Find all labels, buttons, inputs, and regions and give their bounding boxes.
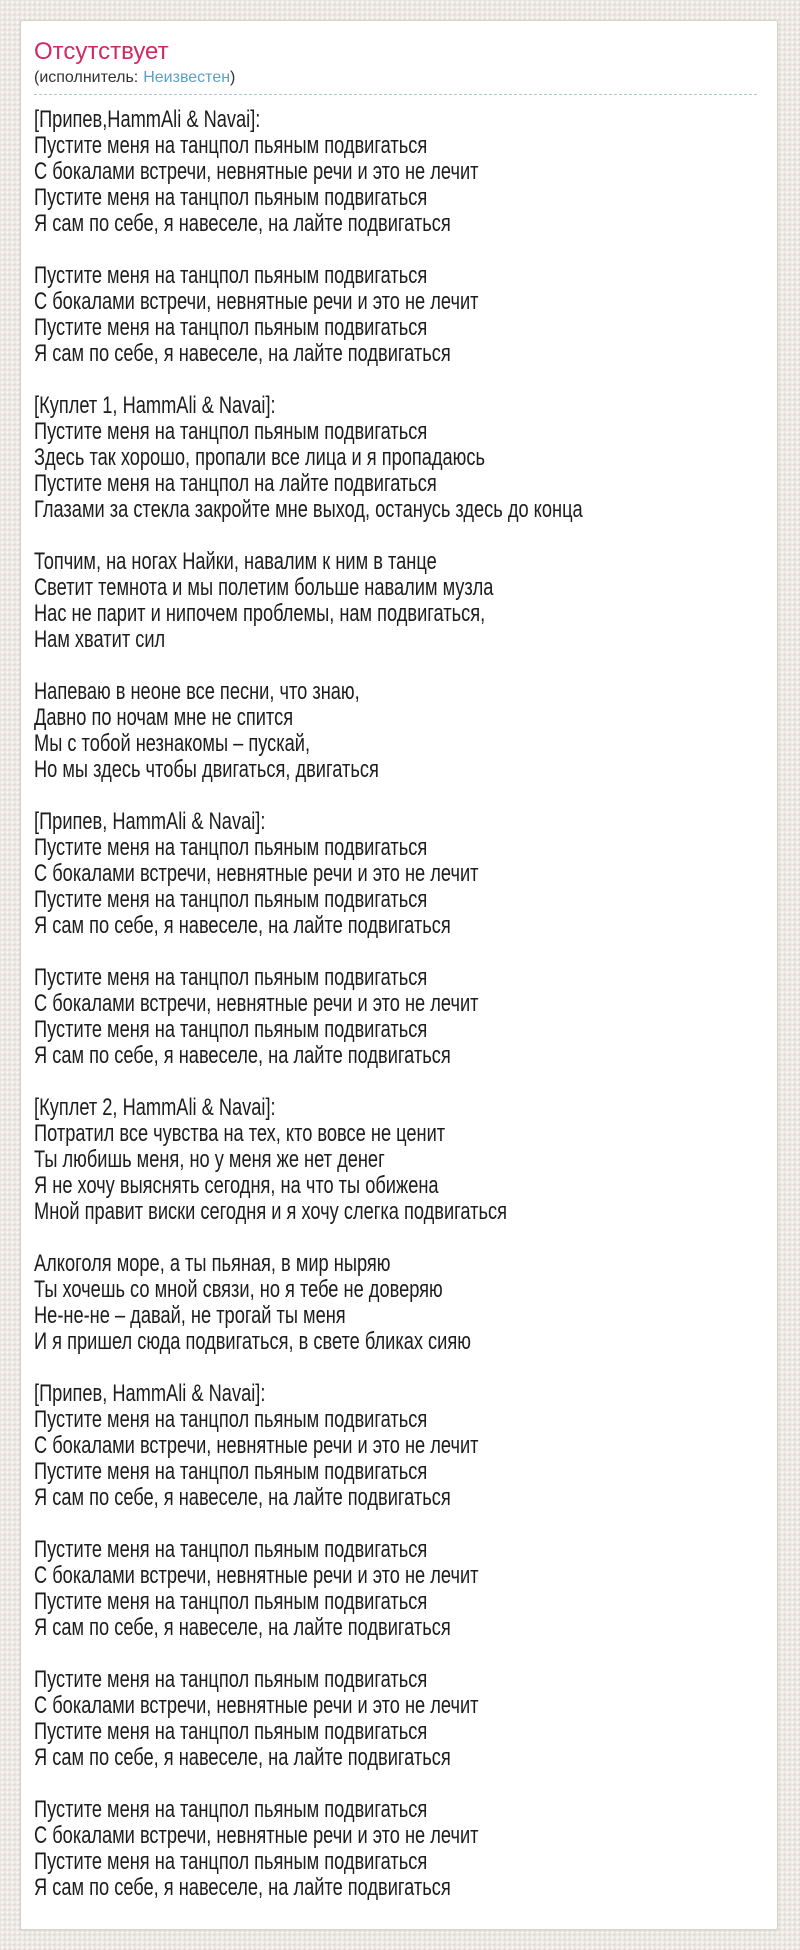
lyric-line	[34, 1329, 757, 1355]
lyric-line	[34, 497, 757, 523]
lyric-line	[34, 211, 757, 237]
lyric-line-text: Пустите меня на танцпол пьяным подвигаться	[34, 886, 428, 913]
lyric-line-text: Но мы здесь чтобы двигаться, двигаться	[34, 756, 379, 783]
song-title: Отсутствует	[34, 38, 169, 65]
lyric-line-text: Пустите меня на танцпол пьяным подвигаться	[34, 184, 428, 211]
lyric-line-text: Я сам по себе, я навеселе, на лайте подвигаться	[34, 340, 451, 367]
lyric-line	[34, 1433, 757, 1459]
lyric-line-text: Ты любишь меня, но у меня же нет денег	[34, 1146, 385, 1173]
lyrics-card	[20, 20, 778, 1930]
lyric-line	[34, 1095, 757, 1121]
lyric-line	[34, 679, 757, 705]
artist-line	[34, 67, 757, 95]
lyric-line-text: Я не хочу выяснять сегодня, на что ты обижена	[34, 1172, 439, 1199]
lyrics-stanza	[34, 1251, 757, 1355]
lyric-line	[34, 1017, 757, 1043]
lyric-line-text: Пустите меня на танцпол пьяным подвигаться	[34, 1848, 428, 1875]
lyrics-text	[34, 107, 757, 1901]
lyric-line	[34, 1693, 757, 1719]
lyric-line-text: Топчим, на ногах Найки, навалим к ним в танце	[34, 548, 437, 575]
lyric-line-text: Я сам по себе, я навеселе, на лайте подвигаться	[34, 1042, 451, 1069]
lyric-line	[34, 1251, 757, 1277]
lyric-line-text: С бокалами встречи, невнятные речи и это не лечит	[34, 1432, 479, 1459]
lyric-line-text: Я сам по себе, я навеселе, на лайте подвигаться	[34, 1744, 451, 1771]
lyric-line-text: Я сам по себе, я навеселе, на лайте подвигаться	[34, 1614, 451, 1641]
lyric-line-text: Ты хочешь со мной связи, но я тебе не доверяю	[34, 1276, 443, 1303]
lyric-line	[34, 861, 757, 887]
lyrics-stanza	[34, 549, 757, 653]
lyric-line	[34, 1459, 757, 1485]
lyric-line	[34, 991, 757, 1017]
lyric-line-text: Я сам по себе, я навеселе, на лайте подвигаться	[34, 912, 451, 939]
lyric-line	[34, 107, 757, 133]
lyric-line-text: Алкоголя море, а ты пьяная, в мир ныряю	[34, 1250, 391, 1277]
lyrics-stanza	[34, 263, 757, 367]
lyric-line	[34, 835, 757, 861]
lyric-line-text: Пустите меня на танцпол пьяным подвигаться	[34, 1796, 428, 1823]
lyrics-stanza	[34, 1537, 757, 1641]
lyric-line-text: Мы с тобой незнакомы – пускай,	[34, 730, 311, 757]
lyric-line	[34, 419, 757, 445]
lyric-line	[34, 1121, 757, 1147]
lyric-line-text: Пустите меня на танцпол пьяным подвигаться	[34, 1718, 428, 1745]
lyric-line	[34, 757, 757, 783]
lyric-line	[34, 185, 757, 211]
lyric-line	[34, 1407, 757, 1433]
lyric-line	[34, 445, 757, 471]
lyric-line-text: Я сам по себе, я навеселе, на лайте подвигаться	[34, 210, 451, 237]
lyric-line	[34, 1199, 757, 1225]
lyric-line-text: Пустите меня на танцпол пьяным подвигаться	[34, 834, 428, 861]
lyric-line	[34, 575, 757, 601]
lyric-line-text: Я сам по себе, я навеселе, на лайте подвигаться	[34, 1874, 451, 1901]
lyric-line-text: Нас не парит и нипочем проблемы, нам подвигаться,	[34, 600, 486, 627]
lyric-line-text: Пустите меня на танцпол пьяным подвигаться	[34, 1406, 428, 1433]
lyric-line	[34, 1277, 757, 1303]
lyric-line	[34, 133, 757, 159]
lyrics-stanza	[34, 679, 757, 783]
lyric-line	[34, 1615, 757, 1641]
lyrics-stanza	[34, 809, 757, 939]
lyric-line	[34, 289, 757, 315]
lyric-line-text: Напеваю в неоне все песни, что знаю,	[34, 678, 360, 705]
lyric-line	[34, 263, 757, 289]
lyric-line	[34, 887, 757, 913]
lyric-line	[34, 341, 757, 367]
lyric-line	[34, 1043, 757, 1069]
lyric-line	[34, 1485, 757, 1511]
lyric-line-text: Пустите меня на танцпол пьяным подвигаться	[34, 964, 428, 991]
lyric-line-text: [Припев, HammAli & Navai]:	[34, 1380, 266, 1407]
lyric-line-text: [Куплет 2, HammAli & Navai]:	[34, 1094, 276, 1121]
lyric-line	[34, 393, 757, 419]
lyrics-stanza	[34, 1095, 757, 1225]
lyric-line	[34, 549, 757, 575]
artist-link[interactable]: Неизвестен	[143, 69, 231, 86]
lyric-line-text: Я сам по себе, я навеселе, на лайте подвигаться	[34, 1484, 451, 1511]
lyric-line-text: [Припев, HammAli & Navai]:	[34, 808, 266, 835]
lyric-line-text: И я пришел сюда подвигаться, в свете бликах сияю	[34, 1328, 471, 1355]
lyric-line-text: Потратил все чувства на тех, кто вовсе не ценит	[34, 1120, 446, 1147]
lyric-line-text: С бокалами встречи, невнятные речи и это не лечит	[34, 1692, 479, 1719]
lyric-line	[34, 1823, 757, 1849]
lyric-line	[34, 1797, 757, 1823]
lyrics-stanza	[34, 1381, 757, 1511]
lyric-line-text: Глазами за стекла закройте мне выход, останусь здесь до конца	[34, 496, 583, 523]
lyric-line-text: Пустите меня на танцпол пьяным подвигаться	[34, 1536, 428, 1563]
lyric-line-text: Пустите меня на танцпол пьяным подвигаться	[34, 1588, 428, 1615]
lyric-line-text: Пустите меня на танцпол пьяным подвигаться	[34, 418, 428, 445]
lyric-line-text: Светит темнота и мы полетим больше навалим музла	[34, 574, 494, 601]
lyrics-stanza	[34, 1797, 757, 1901]
lyric-line-text: Давно по ночам мне не спится	[34, 704, 294, 731]
lyric-line	[34, 627, 757, 653]
lyric-line	[34, 1173, 757, 1199]
lyric-line-text: [Припев,HammAli & Navai]:	[34, 106, 261, 133]
artist-label: (исполнитель:	[34, 69, 139, 86]
lyric-line-text: С бокалами встречи, невнятные речи и это не лечит	[34, 1562, 479, 1589]
lyric-line	[34, 1849, 757, 1875]
lyric-line-text: С бокалами встречи, невнятные речи и это не лечит	[34, 990, 479, 1017]
lyric-line	[34, 1745, 757, 1771]
lyric-line	[34, 1537, 757, 1563]
lyrics-stanza	[34, 1667, 757, 1771]
lyric-line	[34, 1303, 757, 1329]
lyric-line-text: Пустите меня на танцпол пьяным подвигаться	[34, 314, 428, 341]
lyric-line-text: Мной правит виски сегодня и я хочу слегка подвигаться	[34, 1198, 507, 1225]
lyric-line-text: [Куплет 1, HammAli & Navai]:	[34, 392, 276, 419]
lyric-line	[34, 1381, 757, 1407]
lyric-line-text: С бокалами встречи, невнятные речи и это не лечит	[34, 1822, 479, 1849]
lyric-line-text: Пустите меня на танцпол пьяным подвигаться	[34, 132, 428, 159]
artist-suffix: )	[230, 69, 236, 86]
lyric-line	[34, 965, 757, 991]
lyric-line-text: С бокалами встречи, невнятные речи и это не лечит	[34, 158, 479, 185]
lyric-line	[34, 731, 757, 757]
lyric-line-text: Пустите меня на танцпол пьяным подвигаться	[34, 1016, 428, 1043]
lyric-line-text: Не-не-не – давай, не трогай ты меня	[34, 1302, 346, 1329]
lyric-line	[34, 1875, 757, 1901]
lyric-line	[34, 1147, 757, 1173]
lyric-line-text: Здесь так хорошо, пропали все лица и я пропадаюсь	[34, 444, 485, 471]
lyric-line-text: С бокалами встречи, невнятные речи и это не лечит	[34, 288, 479, 315]
lyric-line-text: Пустите меня на танцпол пьяным подвигаться	[34, 1666, 428, 1693]
lyric-line	[34, 809, 757, 835]
lyrics-stanza	[34, 393, 757, 523]
lyric-line-text: Пустите меня на танцпол пьяным подвигаться	[34, 1458, 428, 1485]
lyric-line	[34, 913, 757, 939]
lyrics-stanza	[34, 965, 757, 1069]
lyric-line	[34, 1589, 757, 1615]
lyric-line-text: Пустите меня на танцпол на лайте подвигаться	[34, 470, 437, 497]
lyric-line	[34, 1563, 757, 1589]
lyric-line	[34, 159, 757, 185]
lyric-line-text: Пустите меня на танцпол пьяным подвигаться	[34, 262, 428, 289]
lyric-line	[34, 601, 757, 627]
lyric-line-text: Нам хватит сил	[34, 626, 166, 653]
lyric-line	[34, 1719, 757, 1745]
lyric-line	[34, 1667, 757, 1693]
lyric-line	[34, 705, 757, 731]
lyric-line-text: С бокалами встречи, невнятные речи и это не лечит	[34, 860, 479, 887]
lyric-line	[34, 471, 757, 497]
lyrics-stanza	[34, 107, 757, 237]
lyric-line	[34, 315, 757, 341]
